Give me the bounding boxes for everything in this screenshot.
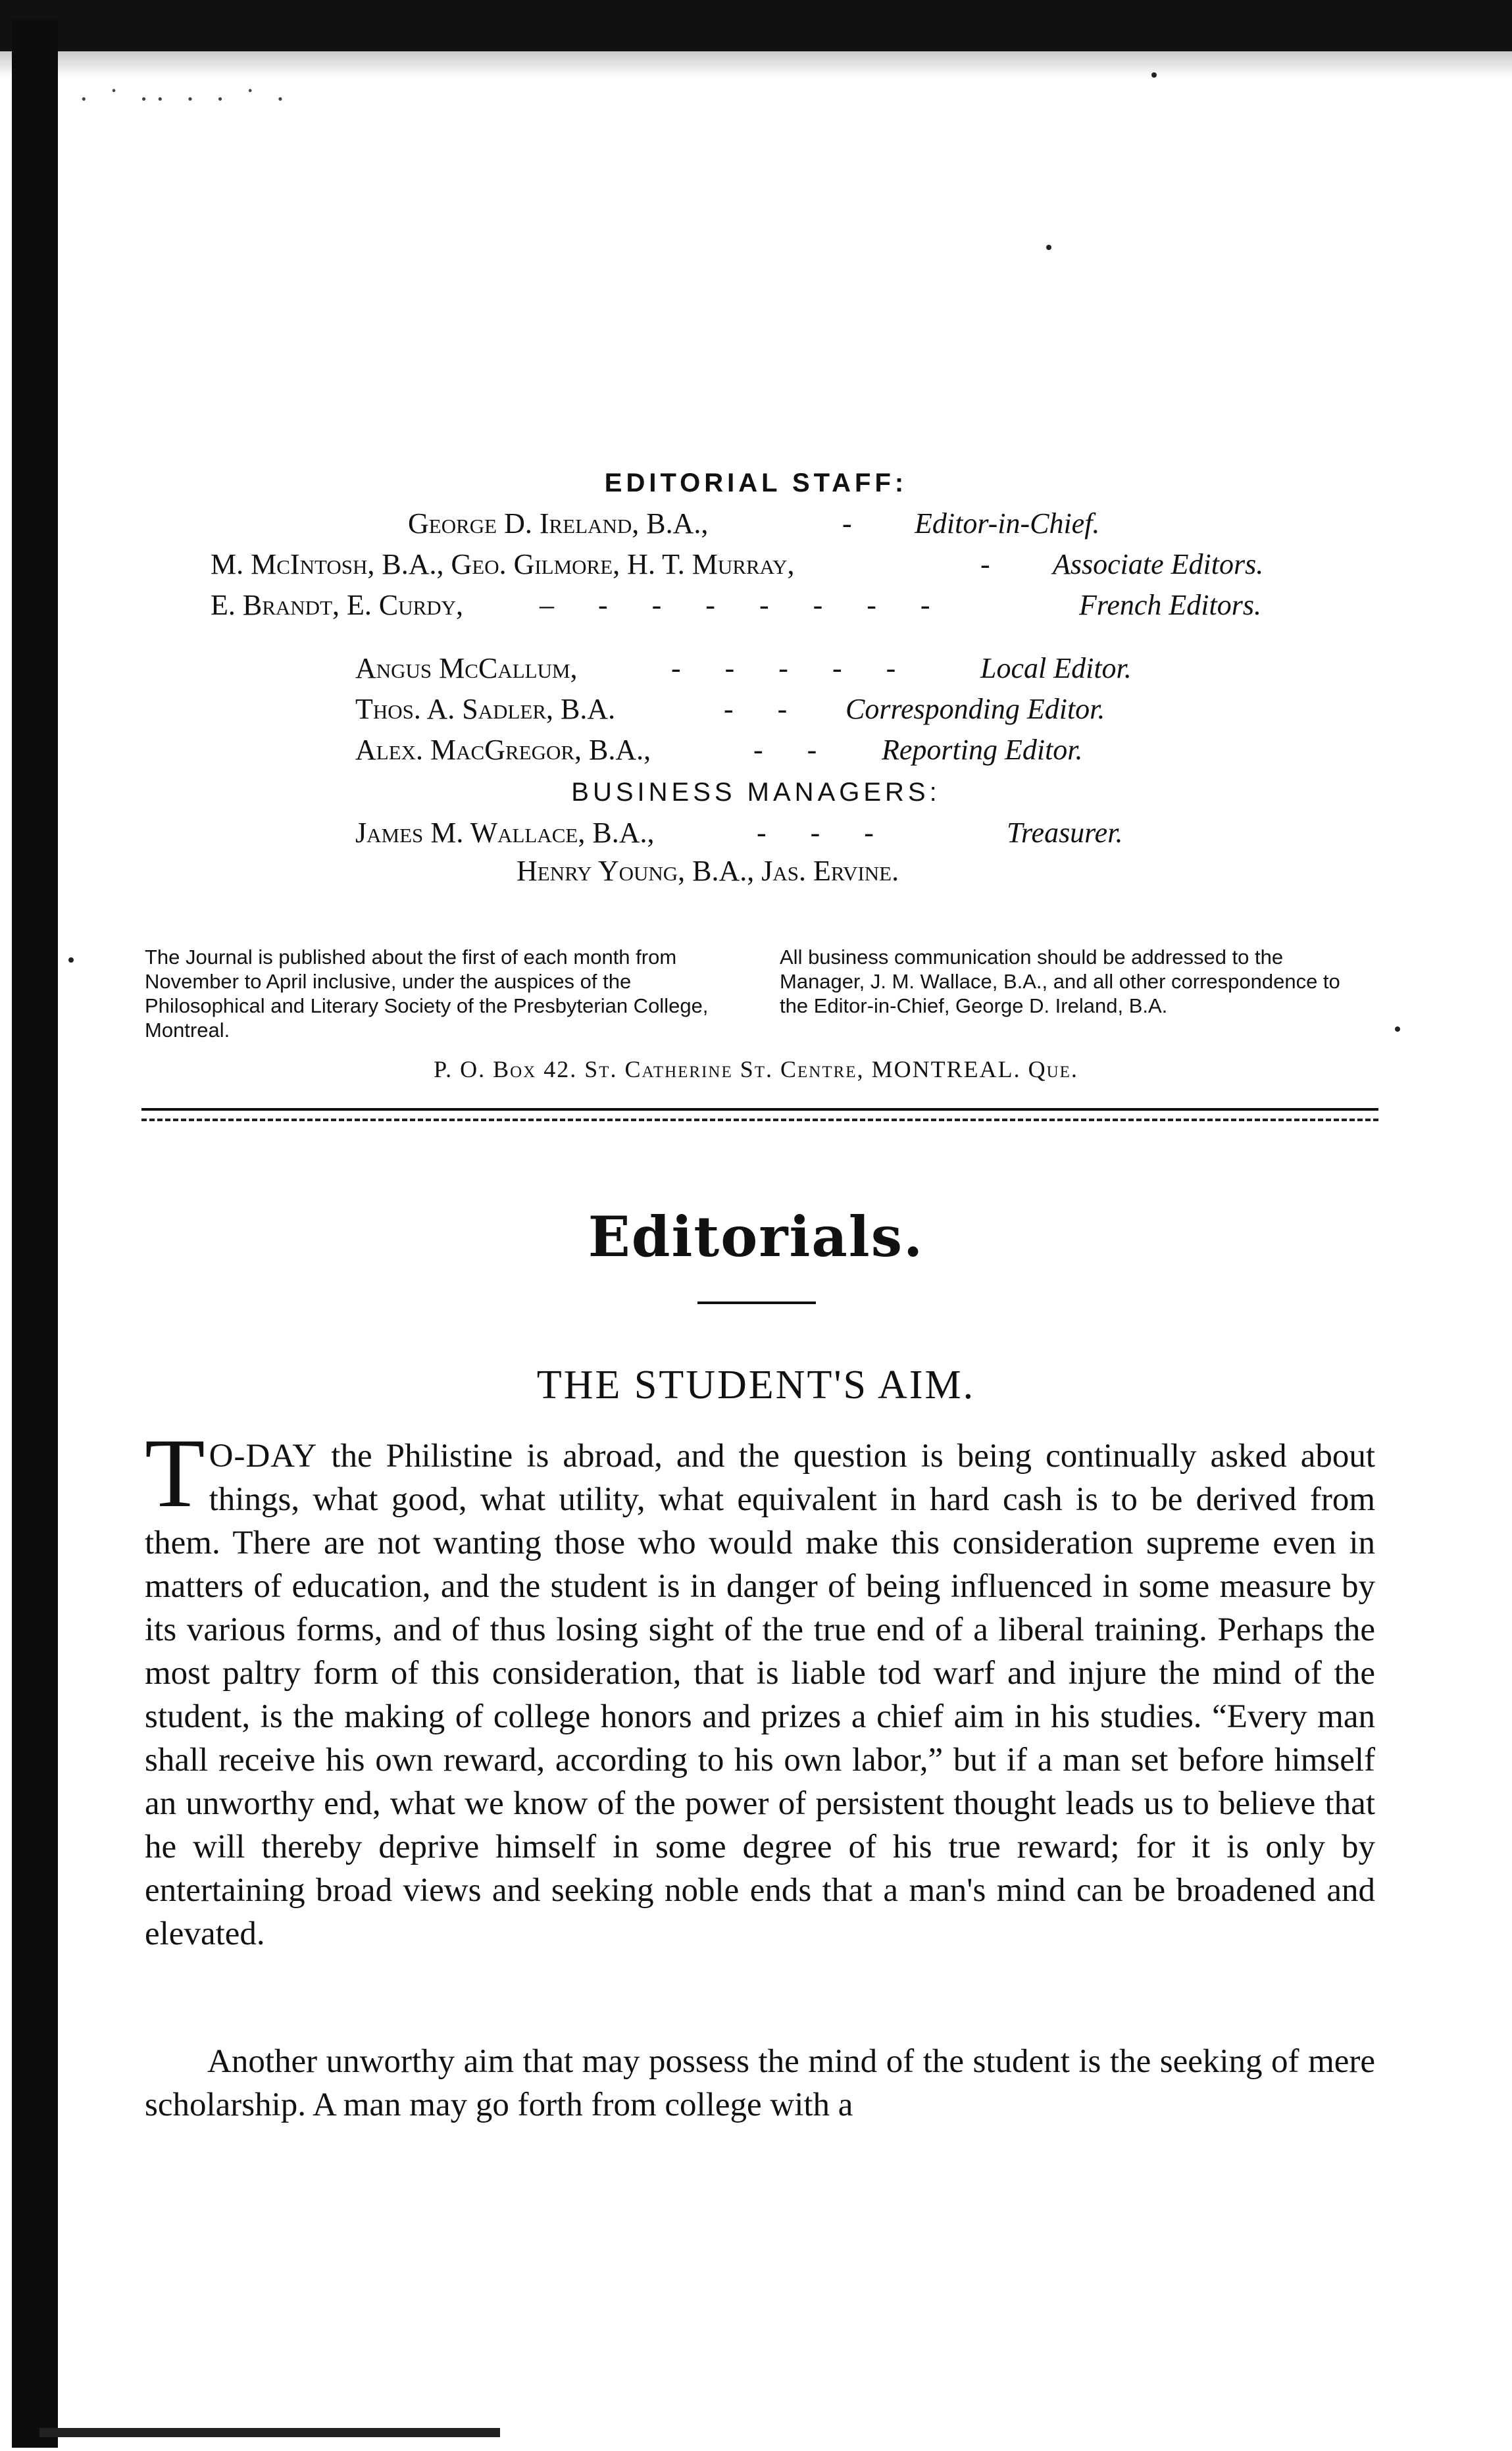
leader-dashes: - - - bbox=[757, 817, 892, 849]
article-title: THE STUDENT'S AIM. bbox=[536, 1363, 976, 1407]
drop-cap: T bbox=[145, 1419, 205, 1528]
business-names: Henry Young, B.A., Jas. Ervine. bbox=[517, 855, 899, 887]
leader-dashes: – - - - - - - - bbox=[540, 589, 949, 621]
scan-dot bbox=[68, 957, 74, 963]
staff-role: Reporting Editor. bbox=[882, 734, 1083, 766]
section-title: Editorials. bbox=[588, 1204, 924, 1269]
scan-border-bottom bbox=[39, 2428, 500, 2437]
scan-dot bbox=[1395, 1026, 1400, 1032]
scan-dot bbox=[1046, 245, 1051, 250]
staff-names: Alex. MacGregor, B.A., bbox=[355, 734, 651, 766]
post-office-address: P. O. Box 42. St. Catherine St. Centre, MONTREAL. Que. bbox=[434, 1056, 1078, 1082]
article-paragraph bbox=[145, 1419, 1375, 1956]
business-managers-heading: BUSINESS MANAGERS: bbox=[571, 778, 941, 807]
leader-dashes: - bbox=[980, 548, 1009, 580]
scan-dot bbox=[1151, 72, 1157, 78]
staff-role: Local Editor. bbox=[980, 652, 1132, 684]
business-role: Treasurer. bbox=[1007, 817, 1123, 849]
leader-dashes: - bbox=[842, 507, 870, 540]
article-paragraph: Another unworthy aim that may possess the mind of the student is the seeking of mere scholarship. A man may go forth from college with a bbox=[145, 2043, 1375, 2123]
scan-shadow-top bbox=[0, 51, 1512, 78]
publication-notice: The Journal is published about the first of each month from November to April inclusive, under the auspices of the Philosophical and Literary Society of the Presbyterian College, Montreal. bbox=[145, 946, 709, 1042]
staff-role: French Editors. bbox=[1079, 589, 1261, 621]
editorial-staff-heading: EDITORIAL STAFF: bbox=[604, 468, 908, 497]
business-names: James M. Wallace, B.A., bbox=[355, 817, 655, 849]
staff-names: Thos. A. Sadler, B.A. bbox=[355, 693, 616, 725]
scan-specks: · ˙ ·· · · ˙ · bbox=[79, 83, 292, 115]
staff-names: George D. Ireland, B.A., bbox=[408, 507, 709, 540]
scan-border-top bbox=[0, 0, 1512, 51]
staff-role: Editor-in-Chief. bbox=[915, 507, 1100, 540]
leader-dashes: - - - - - bbox=[671, 652, 915, 684]
leader-dashes: - - bbox=[753, 734, 836, 766]
staff-role: Corresponding Editor. bbox=[845, 693, 1105, 725]
correspondence-notice: All business communication should be addressed to the Manager, J. M. Wallace, B.A., and all other correspondence to the Editor-in-Chief, George D. Ireland, B.A. bbox=[780, 946, 1340, 1017]
staff-names: Angus McCallum, bbox=[355, 652, 578, 684]
staff-names: M. McIntosh, B.A., Geo. Gilmore, H. T. Murray, bbox=[211, 548, 795, 580]
staff-names: E. Brandt, E. Curdy, bbox=[211, 589, 464, 621]
staff-role: Associate Editors. bbox=[1053, 548, 1264, 580]
leader-dashes: - - bbox=[724, 693, 806, 725]
divider-rule bbox=[141, 1108, 1378, 1111]
first-word: O-DAY bbox=[209, 1438, 318, 1475]
paragraph-text: the Philistine is abroad, and the question is being continually asked about things, what good, what utility, what equivalent in hard cash is to be derived from them. There are not wanting those who would make this consideration supreme even in matters of education, and the student is in danger of being influenced in some measure by its various forms, and of thus losing sight of the true end of a liberal training. Perhaps the most paltry form of this consideration, that is liable tod warf and injure the mind of the student, is the making of college honors and prizes a chief aim in his studies. “Every man shall receive his own reward, according to his own labor,” but if a man set before himself an unworthy end, what we know of the power of persistent thought leads us to believe that he will thereby deprive himself in some degree of his true reward; for it is only by entertaining broad views and seeking noble ends that a man's mind can be broadened and elevated. bbox=[145, 1438, 1375, 1952]
divider-rule bbox=[141, 1119, 1378, 1121]
title-underline bbox=[697, 1301, 816, 1304]
